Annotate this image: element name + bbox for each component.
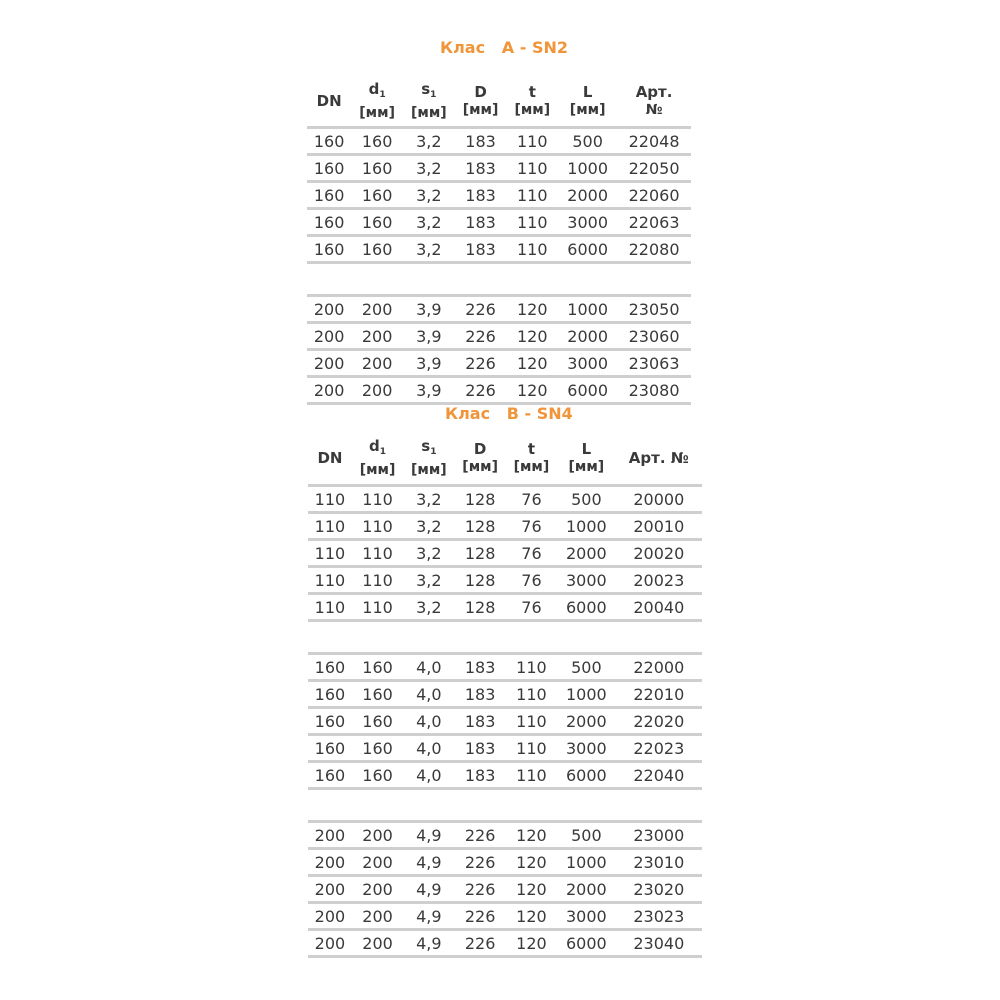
column-header — [506, 432, 557, 484]
table-cell: 3000 — [558, 350, 617, 377]
table-row — [308, 708, 702, 735]
table-cell: 3,2 — [403, 594, 454, 621]
table-cell: 22048 — [617, 128, 691, 155]
table-cell: 160 — [308, 681, 352, 708]
table-cell: 160 — [307, 209, 351, 236]
table-row — [308, 594, 702, 621]
table-cell: 110 — [352, 567, 403, 594]
table-cell: 2000 — [557, 708, 616, 735]
table-cell: 200 — [308, 822, 352, 849]
table-cell: 183 — [455, 182, 507, 209]
table-cell: 2000 — [558, 182, 617, 209]
table-cell: 3,2 — [403, 155, 455, 182]
column-header-label: DN — [316, 92, 342, 110]
table-cell: 3,2 — [403, 513, 454, 540]
table-cell: 76 — [506, 594, 557, 621]
table-cell: 200 — [352, 849, 403, 876]
column-header — [351, 76, 403, 126]
table-cell: 110 — [308, 567, 352, 594]
table-row — [308, 540, 702, 567]
table-cell: 22010 — [616, 681, 702, 708]
table-cell: 1000 — [557, 513, 616, 540]
table-cell: 110 — [506, 128, 558, 155]
table-cell: 2000 — [557, 540, 616, 567]
table-cell: 500 — [557, 654, 616, 681]
table-cell: 110 — [506, 182, 558, 209]
table-cell: 3,9 — [403, 323, 455, 350]
column-header-unit: [мм] — [462, 102, 499, 118]
column-header-label: L — [582, 83, 593, 101]
table-cell: 22063 — [617, 209, 691, 236]
table-cell: 22040 — [616, 762, 702, 789]
table-cell: 120 — [506, 876, 557, 903]
column-header-label: L — [581, 440, 592, 458]
table-cell: 183 — [455, 654, 506, 681]
column-header — [558, 76, 617, 126]
table-cell: 1000 — [558, 296, 617, 323]
column-header-label: Арт. — [635, 83, 673, 101]
table-cell: 4,9 — [403, 930, 454, 957]
table-cell: 200 — [351, 377, 403, 404]
table-cell: 110 — [308, 594, 352, 621]
table-cell: 4,0 — [403, 708, 454, 735]
table-cell: 183 — [455, 681, 506, 708]
column-header — [403, 76, 455, 126]
table-cell: 76 — [506, 540, 557, 567]
table-cell: 226 — [455, 849, 506, 876]
table-cell: 110 — [308, 540, 352, 567]
table-cell: 4,0 — [403, 681, 454, 708]
table-cell: 160 — [307, 182, 351, 209]
table-cell: 3,2 — [403, 209, 455, 236]
column-header-subscript: 1 — [379, 90, 386, 100]
column-header-label: D — [474, 83, 487, 101]
table-cell: 2000 — [557, 876, 616, 903]
table-cell: 1000 — [558, 155, 617, 182]
header-row — [308, 432, 702, 484]
table-cell: 120 — [506, 930, 557, 957]
table-cell: 4,9 — [403, 822, 454, 849]
table-cell: 200 — [308, 903, 352, 930]
table-cell: 500 — [557, 486, 616, 513]
table-cell: 160 — [308, 762, 352, 789]
column-header-label: s — [421, 80, 431, 98]
table-cell: 200 — [307, 323, 351, 350]
table-cell: 200 — [352, 903, 403, 930]
table-row — [308, 681, 702, 708]
table-cell: 120 — [506, 903, 557, 930]
column-header — [308, 432, 352, 484]
table-cell: 22050 — [617, 155, 691, 182]
table-cell: 22023 — [616, 735, 702, 762]
table-row — [308, 567, 702, 594]
table-cell: 226 — [455, 377, 507, 404]
table-cell: 226 — [455, 350, 507, 377]
table-row — [307, 323, 691, 350]
table-cell: 160 — [352, 681, 403, 708]
table-cell: 160 — [352, 654, 403, 681]
table-cell: 76 — [506, 486, 557, 513]
table-cell: 6000 — [557, 762, 616, 789]
table-cell: 120 — [506, 377, 558, 404]
column-header — [506, 76, 558, 126]
table-cell: 3,9 — [403, 377, 455, 404]
table-row — [308, 735, 702, 762]
table-cell: 226 — [455, 296, 507, 323]
spacer-cell — [307, 263, 691, 296]
column-header-unit: [мм] — [514, 102, 551, 118]
column-header-label: D — [473, 440, 487, 458]
table-cell: 110 — [352, 513, 403, 540]
table-body — [307, 128, 691, 404]
table-row — [307, 182, 691, 209]
class-a-title: Клас A - SN2 — [440, 38, 568, 57]
column-header — [616, 432, 702, 484]
column-header-label: s — [421, 437, 431, 455]
table-cell: 200 — [308, 876, 352, 903]
table-cell: 160 — [351, 155, 403, 182]
table-cell: 3,2 — [403, 128, 455, 155]
column-header — [352, 432, 403, 484]
column-header-unit: [мм] — [411, 105, 447, 121]
class-b-table — [308, 432, 702, 958]
table-cell: 110 — [352, 486, 403, 513]
table-cell: 160 — [351, 128, 403, 155]
table-cell: 1000 — [557, 681, 616, 708]
class-b-title: Клас B - SN4 — [445, 404, 573, 423]
table-cell: 22060 — [617, 182, 691, 209]
table-cell: 500 — [557, 822, 616, 849]
table-row — [307, 377, 691, 404]
table-cell: 3,2 — [403, 236, 455, 263]
table-row — [307, 209, 691, 236]
table-cell: 160 — [308, 654, 352, 681]
table-row — [308, 822, 702, 849]
table-cell: 3,2 — [403, 486, 454, 513]
table-cell: 183 — [455, 708, 506, 735]
table-cell: 160 — [351, 236, 403, 263]
table-cell: 110 — [308, 513, 352, 540]
table-cell: 160 — [351, 182, 403, 209]
table-row — [308, 903, 702, 930]
column-header-label: d — [369, 437, 380, 455]
table-cell: 160 — [352, 708, 403, 735]
table-cell: 1000 — [557, 849, 616, 876]
spacer-cell — [308, 789, 702, 822]
table-cell: 23080 — [617, 377, 691, 404]
table-cell: 200 — [352, 822, 403, 849]
column-header-unit: [мм] — [411, 462, 447, 478]
column-header-subscript: 1 — [430, 90, 437, 100]
column-header — [455, 432, 506, 484]
table-cell: 6000 — [557, 930, 616, 957]
column-header-label: d — [368, 80, 380, 98]
table-cell: 200 — [308, 849, 352, 876]
column-header-unit: [мм] — [359, 462, 396, 478]
table-cell: 110 — [506, 236, 558, 263]
table-cell: 76 — [506, 567, 557, 594]
table-cell: 20010 — [616, 513, 702, 540]
column-header — [557, 432, 616, 484]
class-a-table — [307, 76, 691, 405]
table-cell: 23063 — [617, 350, 691, 377]
table-cell: 226 — [455, 930, 506, 957]
column-header-unit: [мм] — [513, 459, 550, 475]
column-header-subscript: 1 — [379, 447, 387, 457]
table-cell: 20023 — [616, 567, 702, 594]
table-row — [308, 849, 702, 876]
table-cell: 110 — [506, 762, 557, 789]
table-cell: 3,9 — [403, 296, 455, 323]
table-cell: 3000 — [557, 567, 616, 594]
table-cell: 4,9 — [403, 876, 454, 903]
table-cell: 110 — [308, 486, 352, 513]
table-row — [307, 350, 691, 377]
table-cell: 160 — [352, 762, 403, 789]
table-cell: 23040 — [616, 930, 702, 957]
group-spacer — [307, 263, 691, 296]
table-row — [308, 930, 702, 957]
table-cell: 160 — [351, 209, 403, 236]
table-cell: 120 — [506, 849, 557, 876]
table-cell: 3,2 — [403, 182, 455, 209]
header-row — [307, 76, 691, 126]
table-row — [308, 762, 702, 789]
table-cell: 128 — [455, 567, 506, 594]
table-cell: 183 — [455, 762, 506, 789]
column-header — [403, 432, 454, 484]
table-cell: 200 — [351, 296, 403, 323]
table-cell: 23023 — [616, 903, 702, 930]
column-header-label: t — [527, 440, 536, 458]
table-cell: 226 — [455, 876, 506, 903]
column-header-label: Арт. № — [628, 449, 689, 467]
column-header — [455, 76, 507, 126]
table-cell: 110 — [352, 540, 403, 567]
table-cell: 76 — [506, 513, 557, 540]
table-cell: 4,0 — [403, 735, 454, 762]
table-cell: 200 — [307, 296, 351, 323]
table-cell: 20040 — [616, 594, 702, 621]
column-header — [307, 76, 351, 126]
table-cell: 4,9 — [403, 903, 454, 930]
table-cell: 120 — [506, 822, 557, 849]
table-cell: 226 — [455, 903, 506, 930]
group-spacer — [308, 621, 702, 654]
column-header-unit: [мм] — [569, 102, 606, 118]
table-row — [307, 128, 691, 155]
table-cell: 3,9 — [403, 350, 455, 377]
table-cell: 183 — [455, 155, 507, 182]
column-header-unit: [мм] — [359, 105, 395, 121]
table-cell: 128 — [455, 540, 506, 567]
table-cell: 160 — [307, 155, 351, 182]
column-header-unit: № — [645, 102, 663, 118]
table-cell: 500 — [558, 128, 617, 155]
table-cell: 226 — [455, 323, 507, 350]
table-body — [308, 486, 702, 957]
table-cell: 110 — [506, 209, 558, 236]
column-header-unit: [мм] — [568, 459, 605, 475]
table-row — [308, 654, 702, 681]
table-cell: 226 — [455, 822, 506, 849]
table-cell: 22080 — [617, 236, 691, 263]
table-cell: 183 — [455, 128, 507, 155]
table-cell: 3,2 — [403, 567, 454, 594]
table-cell: 22020 — [616, 708, 702, 735]
table-cell: 120 — [506, 350, 558, 377]
table-cell: 160 — [307, 128, 351, 155]
column-header-label: DN — [317, 449, 343, 467]
table-cell: 6000 — [558, 236, 617, 263]
column-header-subscript: 1 — [430, 447, 437, 457]
spacer-cell — [308, 621, 702, 654]
table-cell: 110 — [506, 735, 557, 762]
table-row — [308, 486, 702, 513]
table-cell: 4,9 — [403, 849, 454, 876]
table-cell: 200 — [351, 350, 403, 377]
table-cell: 200 — [308, 930, 352, 957]
table-cell: 160 — [308, 735, 352, 762]
table-cell: 4,0 — [403, 654, 454, 681]
table-cell: 183 — [455, 209, 507, 236]
table-cell: 160 — [308, 708, 352, 735]
table-cell: 128 — [455, 513, 506, 540]
table-cell: 20000 — [616, 486, 702, 513]
table-row — [307, 155, 691, 182]
table-cell: 6000 — [558, 377, 617, 404]
table-cell: 23010 — [616, 849, 702, 876]
table-cell: 23000 — [616, 822, 702, 849]
group-spacer — [308, 789, 702, 822]
table-cell: 120 — [506, 323, 558, 350]
column-header — [617, 76, 691, 126]
table-cell: 23020 — [616, 876, 702, 903]
table-cell: 160 — [352, 735, 403, 762]
table-cell: 110 — [506, 681, 557, 708]
table-cell: 3,2 — [403, 540, 454, 567]
table-row — [307, 236, 691, 263]
table-cell: 6000 — [557, 594, 616, 621]
table-cell: 110 — [506, 708, 557, 735]
table-cell: 128 — [455, 594, 506, 621]
table-cell: 200 — [352, 876, 403, 903]
table-cell: 23050 — [617, 296, 691, 323]
table-cell: 110 — [352, 594, 403, 621]
table-cell: 128 — [455, 486, 506, 513]
column-header-unit: [мм] — [462, 459, 498, 475]
table-cell: 3000 — [558, 209, 617, 236]
table-cell: 120 — [506, 296, 558, 323]
table-cell: 22000 — [616, 654, 702, 681]
table-cell: 200 — [307, 350, 351, 377]
table-cell: 3000 — [557, 903, 616, 930]
table-row — [308, 513, 702, 540]
column-header-label: t — [528, 83, 536, 101]
table-cell: 2000 — [558, 323, 617, 350]
table-cell: 200 — [352, 930, 403, 957]
table-cell: 20020 — [616, 540, 702, 567]
table-cell: 200 — [307, 377, 351, 404]
table-row — [308, 876, 702, 903]
table-cell: 200 — [351, 323, 403, 350]
table-cell: 3000 — [557, 735, 616, 762]
table-cell: 183 — [455, 735, 506, 762]
table-cell: 160 — [307, 236, 351, 263]
table-row — [307, 296, 691, 323]
table-cell: 110 — [506, 155, 558, 182]
table-cell: 110 — [506, 654, 557, 681]
table-cell: 4,0 — [403, 762, 454, 789]
table-cell: 183 — [455, 236, 507, 263]
table-cell: 23060 — [617, 323, 691, 350]
